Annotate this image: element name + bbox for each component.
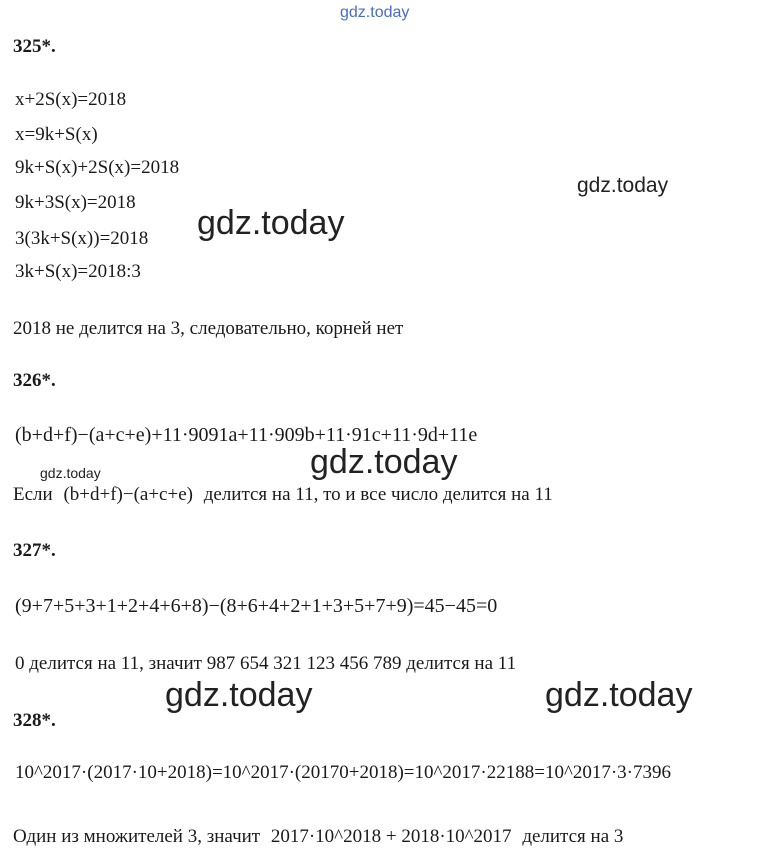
problem-325-number: 325*. — [13, 36, 56, 57]
problem-328-conclusion-suffix: делится на 3 — [522, 826, 624, 847]
problem-327-formula: (9+7+5+3+1+2+4+6+8)−(8+6+4+2+1+3+5+7+9)=45−45=0 — [15, 595, 498, 617]
problem-325-line-2: x=9k+S(x) — [15, 124, 98, 145]
watermark-large-4: gdz.today — [545, 676, 693, 714]
watermark-tiny: gdz.today — [40, 465, 101, 481]
problem-325-line-4: 9k+3S(x)=2018 — [15, 192, 136, 213]
watermark-large-1: gdz.today — [197, 204, 345, 242]
problem-326-formula: (b+d+f)−(a+c+e)+11·9091a+11·909b+11·91c+11·9d+11e — [15, 424, 478, 446]
problem-327-conclusion: 0 делится на 11, значит 987 654 321 123 456 789 делится на 11 — [15, 653, 517, 674]
problem-328-conclusion — [13, 826, 623, 848]
problem-325-line-5: 3(3k+S(x))=2018 — [15, 228, 149, 249]
problem-326-number: 326*. — [13, 370, 56, 391]
problem-327-number: 327*. — [13, 540, 56, 561]
problem-328-number: 328*. — [13, 710, 56, 731]
problem-325-line-1: x+2S(x)=2018 — [15, 89, 127, 110]
watermark-right-small: gdz.today — [577, 174, 669, 197]
problem-328-conclusion-prefix: Один из множителей 3, значит — [13, 826, 261, 847]
watermark-large-3: gdz.today — [165, 676, 313, 714]
problem-328-formula: 10^2017·(2017·10+2018)=10^2017·(20170+2018)=10^2017·22188=10^2017·3·7396 — [15, 762, 672, 783]
problem-326-conclusion — [13, 484, 553, 506]
problem-325-conclusion: 2018 не делится на 3, следовательно, корней нет — [13, 318, 404, 339]
problem-328-conclusion-formula: 2017·10^2018 + 2018·10^2017 — [270, 826, 512, 847]
problem-326-conclusion-formula: (b+d+f)−(a+c+e) — [63, 484, 193, 505]
problem-326-conclusion-prefix: Если — [13, 484, 53, 505]
watermark-large-2: gdz.today — [310, 443, 458, 481]
problem-325-line-3: 9k+S(x)+2S(x)=2018 — [15, 157, 180, 178]
problem-326-conclusion-suffix: делится на 11, то и все число делится на 11 — [203, 484, 553, 505]
problem-325-line-6: 3k+S(x)=2018:3 — [15, 261, 141, 282]
watermark-top: gdz.today — [340, 4, 410, 21]
